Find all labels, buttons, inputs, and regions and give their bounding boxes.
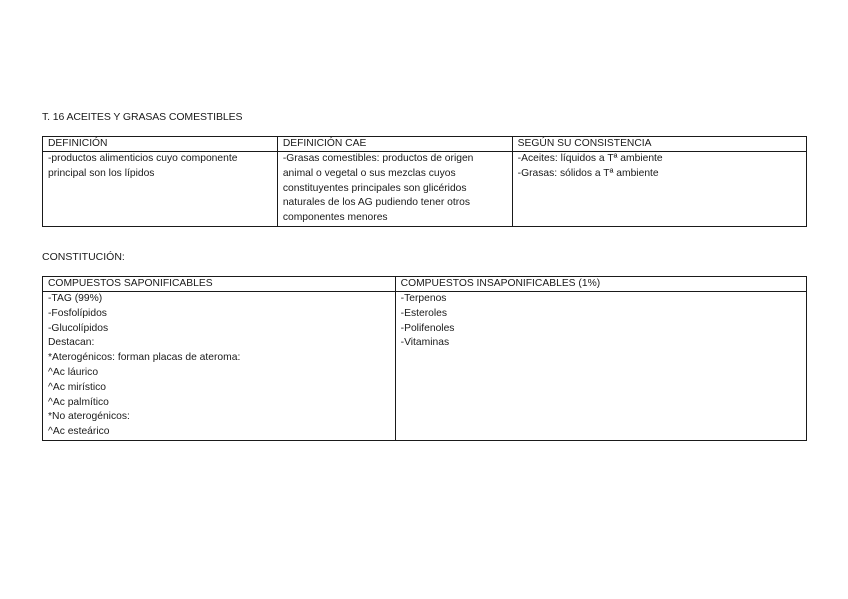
page-title: T. 16 ACEITES Y GRASAS COMESTIBLES (42, 111, 243, 123)
text-line: ^Ac palmítico (48, 396, 109, 408)
header-insaponificables: COMPUESTOS INSAPONIFICABLES (1%) (395, 277, 806, 292)
table-row (43, 152, 807, 227)
table-header-row (43, 137, 807, 152)
header-definicion: DEFINICIÓN (43, 137, 278, 152)
cell-consistencia (512, 152, 806, 227)
text-line: -Glucolípidos (48, 322, 109, 334)
text-line: animal o vegetal o sus mezclas cuyos (282, 167, 456, 179)
table-row (43, 292, 807, 441)
text-line: -Grasas comestibles: productos de origen (282, 153, 474, 164)
text-line: -Vitaminas (400, 337, 450, 349)
definitions-table (42, 136, 807, 227)
text-line: -Aceites: líquidos a Tª ambiente (517, 153, 663, 164)
table-header-row (43, 277, 807, 292)
text-line: -Esteroles (400, 307, 448, 319)
text-line: -Terpenos (400, 293, 447, 304)
cell-saponificables (43, 292, 396, 441)
text-line: -Fosfolípidos (48, 307, 107, 319)
text-line: -Grasas: sólidos a Tª ambiente (517, 167, 659, 179)
text-line: *Aterogénicos: forman placas de ateroma: (48, 352, 241, 364)
section-title: CONSTITUCIÓN: (42, 251, 125, 263)
cell-insaponificables (395, 292, 806, 441)
text-line: componentes menores (282, 212, 388, 224)
header-saponificables: COMPUESTOS SAPONIFICABLES (43, 277, 396, 292)
text-line: naturales de los AG pudiendo tener otros (282, 197, 471, 209)
text-line: ^Ac láurico (48, 366, 99, 378)
cell-definicion-cae (277, 152, 512, 227)
text-line: *No aterogénicos: (48, 411, 130, 423)
text-line: ^Ac mirístico (48, 381, 107, 393)
text-line: -TAG (99%) (48, 293, 103, 304)
text-line: -Polifenoles (400, 322, 455, 334)
text-line: -productos alimenticios cuyo componente (48, 153, 238, 164)
text-line: ^Ac esteárico (48, 426, 110, 438)
text-line: principal son los lípidos (48, 167, 155, 179)
header-definicion-cae: DEFINICIÓN CAE (277, 137, 512, 152)
text-line: constituyentes principales son glicéridos (282, 182, 467, 194)
header-consistencia: SEGÚN SU CONSISTENCIA (512, 137, 806, 152)
cell-definicion (43, 152, 278, 227)
constitution-table (42, 276, 807, 441)
text-line: Destacan: (48, 337, 95, 349)
